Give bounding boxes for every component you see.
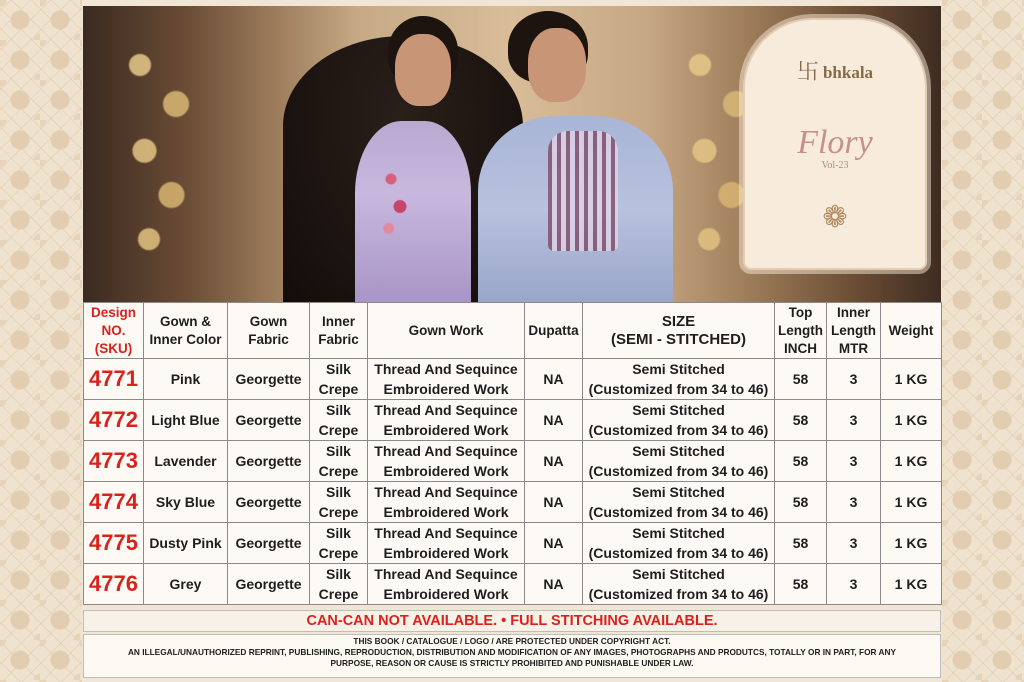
table-header-row — [84, 303, 942, 359]
cell-inner-length: 3 — [827, 523, 881, 564]
cell-fabric: Georgette — [228, 482, 310, 523]
cell-top-length: 58 — [775, 523, 827, 564]
availability-notice: CAN-CAN NOT AVAILABLE. • FULL STITCHING AVAILABLE. — [83, 610, 941, 632]
table-row — [84, 441, 942, 482]
cell-weight: 1 KG — [881, 441, 942, 482]
cell-inner-fabric: Silk Crepe — [310, 400, 368, 441]
cell-weight: 1 KG — [881, 523, 942, 564]
cell-top-length: 58 — [775, 441, 827, 482]
cell-size: Semi Stitched (Customized from 34 to 46) — [583, 564, 775, 605]
model-blue-gown — [478, 6, 678, 302]
cell-fabric: Georgette — [228, 400, 310, 441]
cell-sku: 4776 — [84, 564, 144, 605]
cell-inner-fabric: Silk Crepe — [310, 564, 368, 605]
product-spec-table — [83, 302, 942, 605]
cell-weight: 1 KG — [881, 400, 942, 441]
cell-sku: 4772 — [84, 400, 144, 441]
golden-floral-wall-left — [113, 26, 203, 286]
cell-inner-fabric: Silk Crepe — [310, 482, 368, 523]
cell-sku: 4774 — [84, 482, 144, 523]
header-inner-fabric: Inner Fabric — [310, 303, 368, 359]
cell-size: Semi Stitched (Customized from 34 to 46) — [583, 482, 775, 523]
copyright-line-3: PURPOSE, REASON OR CAUSE IS STRICTLY PROHIBITED AND PUNISHABLE UNDER LAW. — [330, 658, 694, 668]
table-row — [84, 482, 942, 523]
cell-color: Dusty Pink — [144, 523, 228, 564]
collection-volume: Vol-23 — [821, 160, 849, 171]
cell-work: Thread And Sequince Embroidered Work — [368, 564, 525, 605]
left-damask-border — [0, 0, 82, 682]
cell-dupatta: NA — [525, 482, 583, 523]
cell-dupatta: NA — [525, 564, 583, 605]
floral-ornament-icon: ❁ — [822, 200, 848, 235]
cell-color: Sky Blue — [144, 482, 228, 523]
header-design-no: Design NO. (SKU) — [84, 303, 144, 359]
copyright-notice — [83, 634, 941, 678]
cell-fabric: Georgette — [228, 441, 310, 482]
cell-work: Thread And Sequince Embroidered Work — [368, 482, 525, 523]
header-weight: Weight — [881, 303, 942, 359]
catalogue-photo — [83, 6, 941, 302]
cell-weight: 1 KG — [881, 482, 942, 523]
cell-fabric: Georgette — [228, 359, 310, 400]
cell-inner-fabric: Silk Crepe — [310, 523, 368, 564]
brand-panel — [743, 18, 927, 270]
cell-work: Thread And Sequince Embroidered Work — [368, 441, 525, 482]
header-inner-length: Inner Length MTR — [827, 303, 881, 359]
cell-weight: 1 KG — [881, 359, 942, 400]
cell-inner-fabric: Silk Crepe — [310, 441, 368, 482]
cell-sku: 4771 — [84, 359, 144, 400]
cell-inner-length: 3 — [827, 564, 881, 605]
header-dupatta: Dupatta — [525, 303, 583, 359]
cell-dupatta: NA — [525, 400, 583, 441]
table-row — [84, 359, 942, 400]
cell-size: Semi Stitched (Customized from 34 to 46) — [583, 400, 775, 441]
cell-work: Thread And Sequince Embroidered Work — [368, 359, 525, 400]
header-size: SIZE (SEMI - STITCHED) — [583, 303, 775, 359]
cell-inner-fabric: Silk Crepe — [310, 359, 368, 400]
header-fabric: Gown Fabric — [228, 303, 310, 359]
table-row — [84, 400, 942, 441]
header-work: Gown Work — [368, 303, 525, 359]
cell-color: Lavender — [144, 441, 228, 482]
cell-inner-length: 3 — [827, 359, 881, 400]
header-color: Gown & Inner Color — [144, 303, 228, 359]
cell-size: Semi Stitched (Customized from 34 to 46) — [583, 523, 775, 564]
cell-color: Pink — [144, 359, 228, 400]
cell-top-length: 58 — [775, 359, 827, 400]
cell-inner-length: 3 — [827, 441, 881, 482]
cell-size: Semi Stitched (Customized from 34 to 46) — [583, 359, 775, 400]
table-row — [84, 564, 942, 605]
cell-fabric: Georgette — [228, 564, 310, 605]
copyright-line-1: THIS BOOK / CATALOGUE / LOGO / ARE PROTECTED UNDER COPYRIGHT ACT. — [353, 636, 671, 646]
cell-color: Light Blue — [144, 400, 228, 441]
collection-title: Flory — [797, 124, 873, 161]
right-damask-border — [942, 0, 1024, 682]
swastika-logo-icon: 卐 — [796, 60, 819, 85]
cell-top-length: 58 — [775, 400, 827, 441]
cell-color: Grey — [144, 564, 228, 605]
cell-top-length: 58 — [775, 482, 827, 523]
cell-fabric: Georgette — [228, 523, 310, 564]
cell-weight: 1 KG — [881, 564, 942, 605]
cell-work: Thread And Sequince Embroidered Work — [368, 523, 525, 564]
cell-inner-length: 3 — [827, 400, 881, 441]
cell-top-length: 58 — [775, 564, 827, 605]
cell-work: Thread And Sequince Embroidered Work — [368, 400, 525, 441]
cell-size: Semi Stitched (Customized from 34 to 46) — [583, 441, 775, 482]
header-top-length: Top Length INCH — [775, 303, 827, 359]
copyright-line-2: AN ILLEGAL/UNAUTHORIZED REPRINT, PUBLISHING, REPRODUCTION, DISTRIBUTION AND MODIFICATION OF ANY IMAGES, PHOTOGRAPHS AND PRODUTCS, TOTALLY OR IN PART, FOR ANY — [127, 647, 897, 657]
table-row — [84, 523, 942, 564]
cell-dupatta: NA — [525, 523, 583, 564]
cell-dupatta: NA — [525, 359, 583, 400]
model-lavender-gown — [333, 6, 483, 302]
cell-sku: 4773 — [84, 441, 144, 482]
cell-inner-length: 3 — [827, 482, 881, 523]
cell-dupatta: NA — [525, 441, 583, 482]
brand-logo — [745, 62, 925, 84]
brand-name: bhkala — [822, 63, 874, 82]
cell-sku: 4775 — [84, 523, 144, 564]
